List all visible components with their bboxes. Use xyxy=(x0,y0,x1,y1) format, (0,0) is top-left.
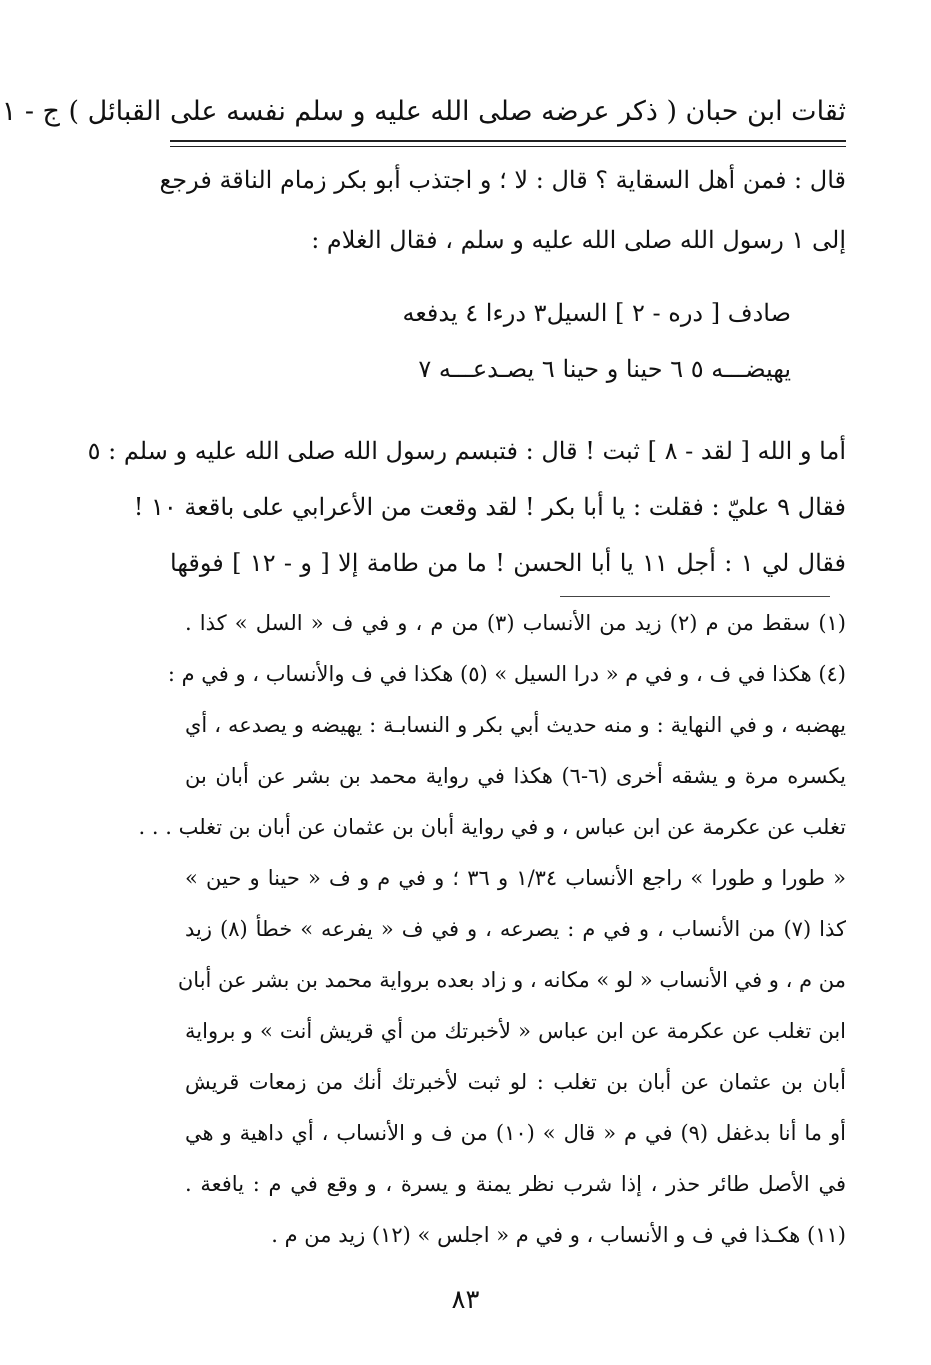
footnote-line: أو ما أنا بدغفل (٩) في م « قال » (١٠) من ف و الأنساب ، أي داهية و هي xyxy=(185,1121,846,1145)
footnote-line: كذا (٧) من الأنساب ، و في م : يصرعه ، و في ف « يفرعه » خطأ (٨) زيد xyxy=(185,917,846,941)
footnote-line: أبان بن عثمان عن أبان بن تغلب : لو ثبت لأخبرتك أنك من زمعات قريش xyxy=(185,1070,846,1094)
footnote-line: (١) سقط من م (٢) زيد من الأنساب (٣) من م ، و في ف « السل » كذا . xyxy=(185,611,846,635)
body-line: فقال ٩ عليّ : فقلت : يا أبا بكر ! لقد وقعت من الأعرابي على باقعة ١٠ ! xyxy=(133,493,846,521)
verse-line: صادف [ دره - ٢ ] السيل٣ درءا ٤ يدفعه xyxy=(402,299,791,327)
footnote-line: يهضبه ، و في النهاية : و منه حديث أبي بكر و النسابـة : يهيضه و يصدعه ، أي xyxy=(185,713,846,737)
footnote-separator xyxy=(560,596,830,597)
body-line: إلى ١ رسول الله صلى الله عليه و سلم ، فقال الغلام : xyxy=(311,226,846,254)
footnote-line: تغلب عن عكرمة عن ابن عباس ، و في رواية أبان بن عثمان عن أبان بن تغلب . . . xyxy=(138,815,846,839)
footnote-line: ابن تغلب عن عكرمة عن ابن عباس « لأخبرتك من أي قريش أنت » و برواية xyxy=(185,1019,846,1043)
body-line: قال : فمن أهل السقاية ؟ قال : لا ؛ و اجتذب أبو بكر زمام الناقة فرجع xyxy=(159,166,846,194)
footnote-line: (٤) هكذا في ف ، و في م « درا السيل » (٥) هكذا في ف والأنساب ، و في م : xyxy=(167,662,846,686)
body-line: فقال لي ١ : أجل ١١ يا أبا الحسن ! ما من طامة إلا [ و - ١٢ ] فوقها xyxy=(170,549,847,577)
header-rule-thin xyxy=(170,146,846,147)
page-number: ٨٣ xyxy=(451,1285,480,1315)
header-rule-thick xyxy=(170,140,846,142)
footnote-line: من م ، و في الأنساب « لو » مكانه ، و زاد بعده برواية محمد بن بشر عن أبان xyxy=(177,968,846,992)
footnote-line: في الأصل طائر حذر ، إذا شرب نظر يمنة و يسرة ، و وقع في م : يافعة . xyxy=(185,1172,846,1196)
footnote-line: (١١) هكـذا في ف و الأنساب ، و في م « اجلس » (١٢) زيد من م . xyxy=(271,1223,846,1247)
footnote-line: يكسره مرة و يشقه أخرى (٦-٦) هكذا في رواية محمد بن بشر عن أبان بن xyxy=(185,764,846,788)
footnote-line: « طورا و طورا » راجع الأنساب ١/٣٤ و ٣٦ ؛ و في م و ف « حينا و حين » xyxy=(185,866,846,890)
body-line: أما و الله [ لقد - ٨ ] ثبت ! قال : فتبسم رسول الله صلى الله عليه و سلم : ٥ xyxy=(87,437,846,465)
running-header: ثقات ابن حبان ( ذكر عرضه صلى الله عليه و سلم نفسه على القبائل ) ج - ١ xyxy=(1,96,846,127)
verse-line: يهيضـــه ٥ ٦ حينا و حينا ٦ يصـدعـــه ٧ xyxy=(418,355,791,383)
